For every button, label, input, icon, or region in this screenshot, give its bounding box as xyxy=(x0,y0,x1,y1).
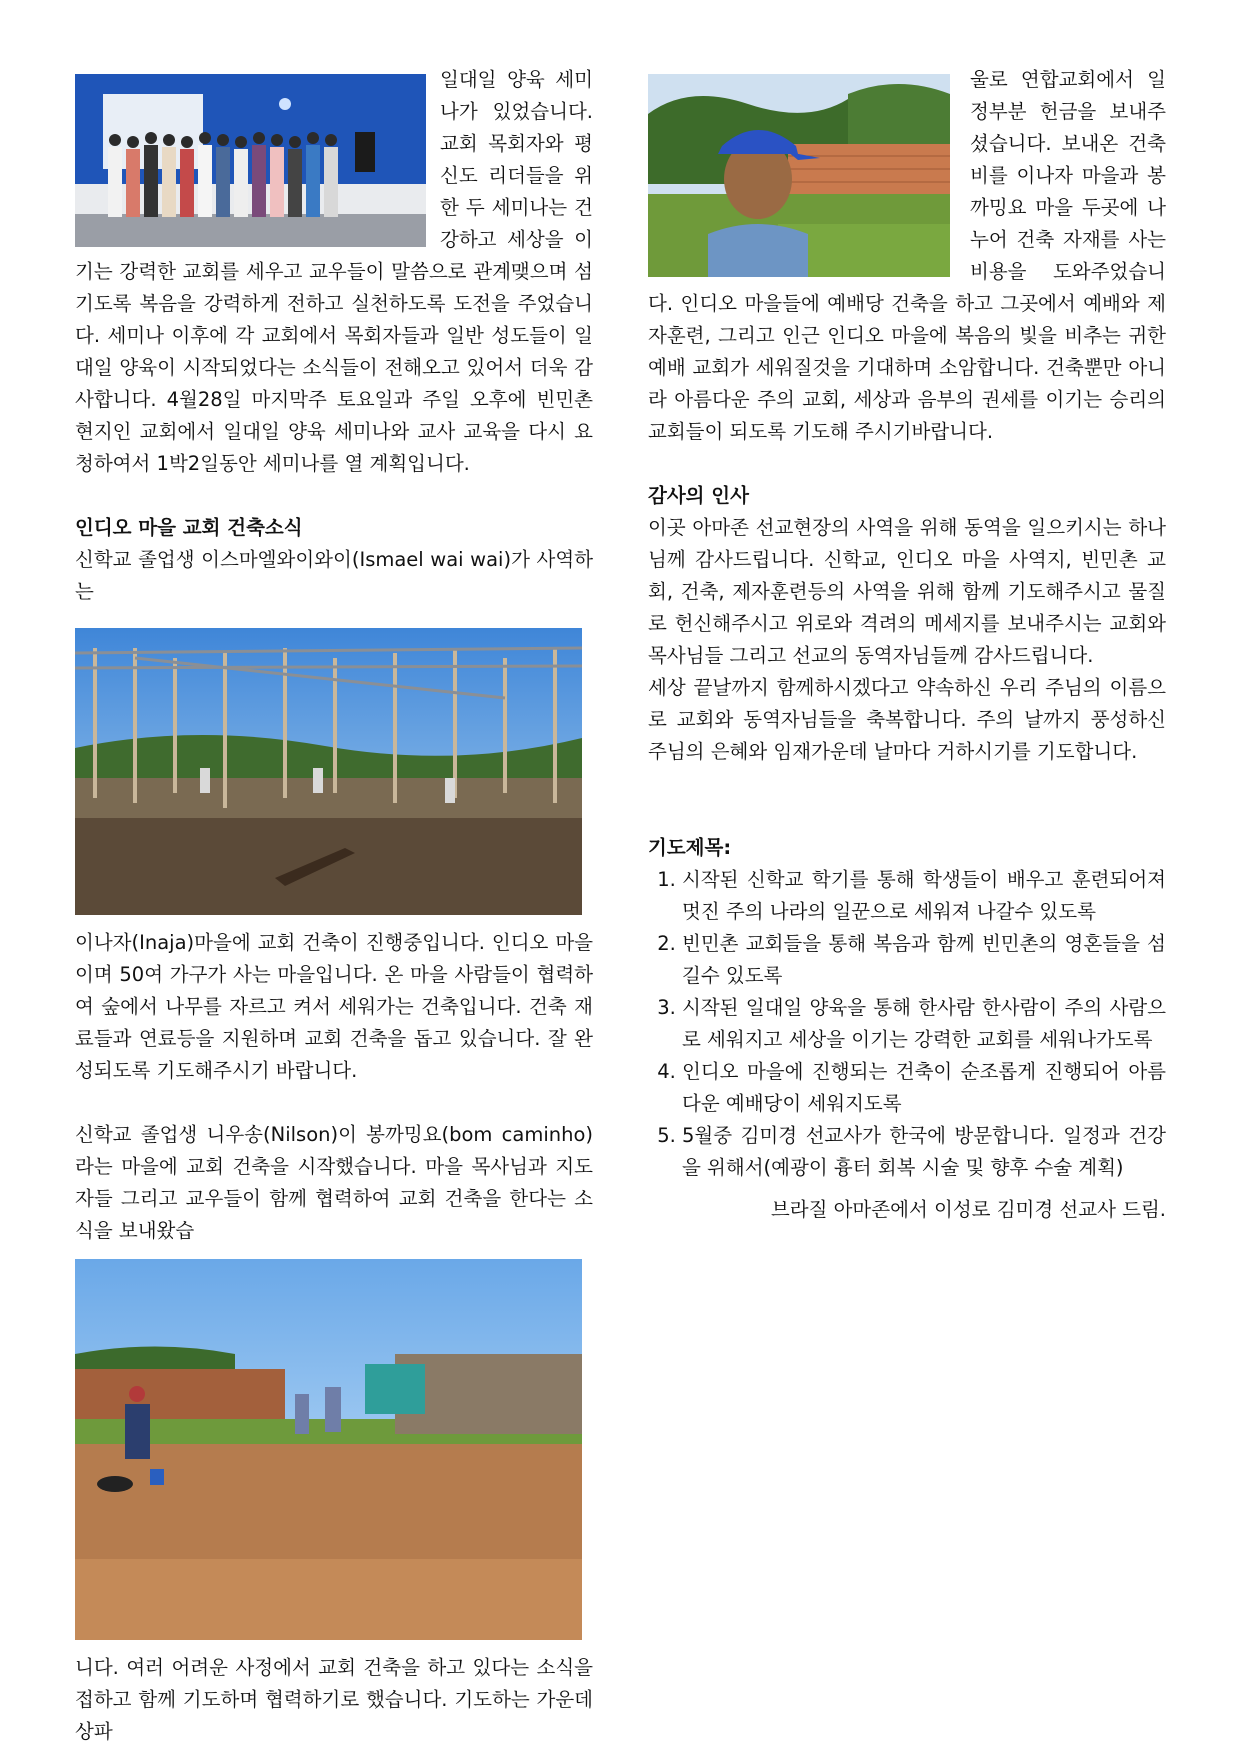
right-column xyxy=(648,64,1166,1226)
prayer-item: 2. 빈민촌 교회들을 통해 복음과 함께 빈민촌의 영혼들을 섬길수 있도록 xyxy=(682,928,1166,992)
left-column xyxy=(75,64,593,1748)
prayer-item: 5. 5월중 김미경 선교사가 한국에 방문합니다. 일정과 건강을 위해서(예광이 흉터 회복 시술 및 향후 수술 계획) xyxy=(682,1120,1166,1184)
seminar-paragraph: 일대일 양육 세미나가 있었습니다. 교회 목회자와 평신도 리더들을 위한 두 세미나는 건강하고 세상을 이기는 강력한 교회를 세우고 교우들이 말씀으로 관계맺으며 섬기도록 복음을 강력하게 전하고 실천하도록 도전을 주었습니다. 세미나 이후에 각 교회에서 목회자들과 일반 성도들이 일대일 양육이 시작되었다는 소식들이 전해오고 있어서 더욱 감사합니다. 4월28일 마지막주 토요일과 주일 오후에 빈민촌 현지인 교회에서 일대일 양육 세미나와 교사 교육을 다시 요청하여서 1박2일동안 세미나를 열 계획입니다. xyxy=(75,68,593,475)
prayer-heading: 기도제목: xyxy=(648,836,732,859)
church-building-heading: 인디오 마을 교회 건축소식 xyxy=(75,516,303,539)
pastor-selfie-photo xyxy=(648,74,950,277)
ismael-intro: 신학교 졸업생 이스마엘와이와이(Ismael wai wai)가 사역하는 xyxy=(75,548,593,603)
prayer-list xyxy=(648,864,1166,1184)
seminar-group-photo xyxy=(75,74,426,247)
support-paragraph: 울로 연합교회에서 일정부분 헌금을 보내주셨습니다. 보내온 건축 비를 이나자 마을과 봉까밍요 마을 두곳에 나누어 건축 자재를 사는 비용을 도와주었습니다. 인디오 마을들에 예배당 건축을 하고 그곳에서 예배와 제자훈련, 그리고 인근 인디오 마을에 복음의 빛을 비추는 귀한 예배 교회가 세워질것을 기대하며 소암합니다. 건축뿐만 아니라 아름다운 주의 교회, 세상과 음부의 권세를 이기는 승리의 교회들이 되도록 기도해 주시기바랍니다. xyxy=(648,68,1166,443)
prayer-item: 4. 인디오 마을에 진행되는 건축이 순조롭게 진행되어 아름다운 예배당이 세워지도록 xyxy=(682,1056,1166,1120)
thanks-heading: 감사의 인사 xyxy=(648,484,749,507)
prayer-item: 1. 시작된 신학교 학기를 통해 학생들이 배우고 훈련되어져 멋진 주의 나라의 일꾼으로 세워져 나갈수 있도록 xyxy=(682,864,1166,928)
signature: 브라질 아마존에서 이성로 김미경 선교사 드림. xyxy=(770,1198,1166,1221)
nilson-paragraph-b: 니다. 여러 어려운 사정에서 교회 건축을 하고 있다는 소식을 접하고 함께 기도하며 협력하기로 했습니다. 기도하는 가운데 상파 xyxy=(75,1656,593,1743)
thanks-paragraph-2: 세상 끝날까지 함께하시겠다고 약속하신 우리 주님의 이름으로 교회와 동역자님들을 축복합니다. 주의 날까지 풍성하신 주님의 은혜와 임재가운데 날마다 거하시기를 기도합니다. xyxy=(648,676,1166,763)
thanks-paragraph-1: 이곳 아마존 선교현장의 사역을 위해 동역을 일으키시는 하나님께 감사드립니다. 신학교, 인디오 마을 사역지, 빈민촌 교회, 건축, 제자훈련등의 사역을 위해 함께 기도해주시고 물질로 헌신해주시고 위로와 격려의 메세지를 보내주시는 교회와 목사님들 그리고 선교의 동역자님들께 감사드립니다. xyxy=(648,516,1166,667)
nilson-paragraph-a: 신학교 졸업생 니우송(Nilson)이 봉까밍요(bom caminho)라는 마을에 교회 건축을 시작했습니다. 마을 목사님과 지도자들 그리고 교우들이 함께 협력하여 교회 건축을 한다는 소식을 보내왔습 xyxy=(75,1123,593,1242)
inaja-paragraph: 이나자(Inaja)마을에 교회 건축이 진행중입니다. 인디오 마을이며 50여 가구가 사는 마을입니다. 온 마을 사람들이 협력하여 숲에서 나무를 자르고 켜서 세워가는 건축입니다. 건축 재료들과 연료등을 지원하며 교회 건축을 돕고 있습니다. 잘 완성되도록 기도해주시기 바랍니다. xyxy=(75,931,593,1082)
inaja-construction-photo xyxy=(75,628,582,915)
bom-caminho-construction-photo xyxy=(75,1259,582,1640)
prayer-item: 3. 시작된 일대일 양육을 통해 한사람 한사람이 주의 사람으로 세워지고 세상을 이기는 강력한 교회를 세워나가도록 xyxy=(682,992,1166,1056)
